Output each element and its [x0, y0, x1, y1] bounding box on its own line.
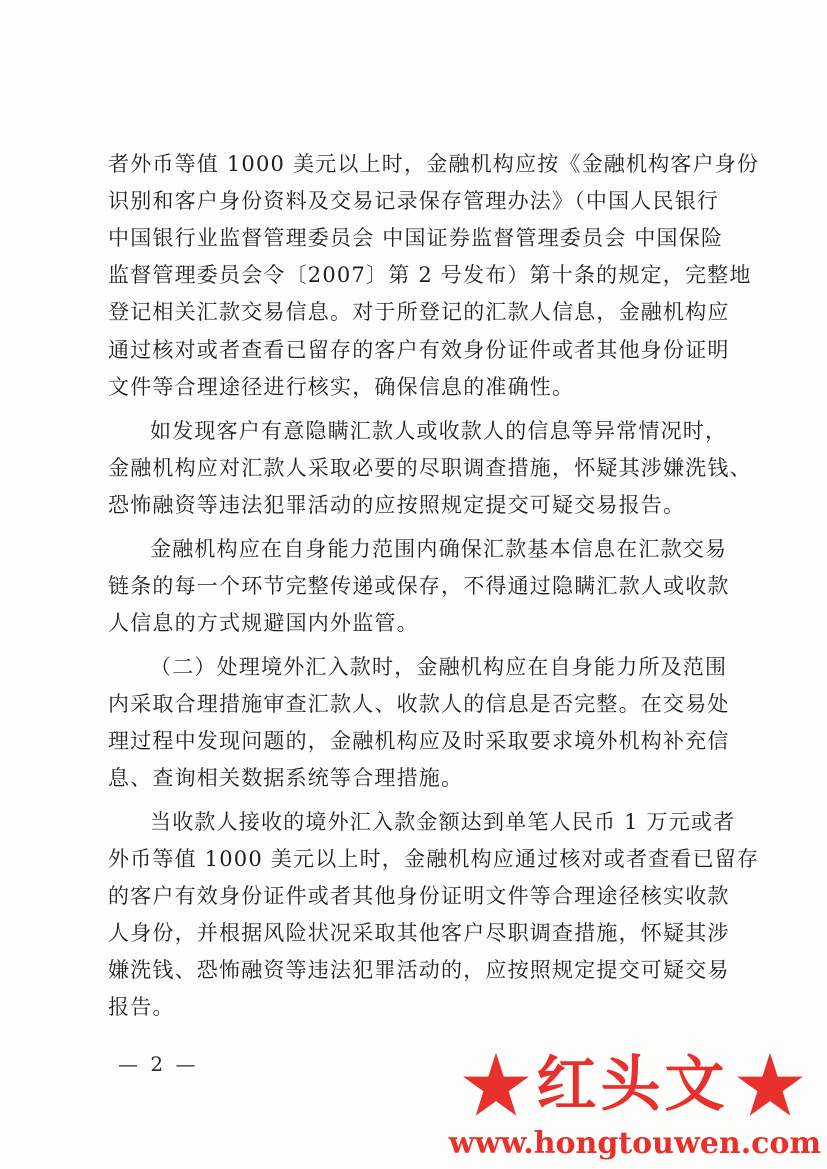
watermark-title [445, 1045, 820, 1125]
body-line-22: 嫌洗钱、恐怖融资等违法犯罪活动的，应按照规定提交可疑交易 [108, 958, 730, 982]
body-line-7: 文件等合理途径进行核实，确保信息的准确性。 [108, 375, 575, 399]
body-line-1: 者外币等值 1000 美元以上时，金融机构应按《金融机构客户身份 [108, 152, 760, 176]
body-line-8: 如发现客户有意隐瞒汇款人或收款人的信息等异常情况时， [150, 419, 728, 443]
body-line-12: 链条的每一个环节完整传递或保存，不得通过隐瞒汇款人或收款 [108, 574, 730, 598]
body-line-17: 息、查询相关数据系统等合理措施。 [108, 766, 464, 790]
watermark [445, 1045, 820, 1165]
body-line-15: 内采取合理措施审查汇款人、收款人的信息是否完整。在交易处 [108, 692, 730, 716]
body-line-4: 监督管理委员会令〔2007〕第 2 号发布）第十条的规定，完整地 [108, 263, 752, 287]
body-line-19: 外币等值 1000 美元以上时，金融机构应通过核对或者查看已留存 [108, 847, 760, 871]
star-icon [461, 1050, 531, 1120]
body-line-5: 登记相关汇款交易信息。对于所登记的汇款人信息，金融机构应 [108, 300, 730, 324]
page-number: — 2 — [118, 1052, 199, 1076]
body-line-6: 通过核对或者查看已留存的客户有效身份证件或者其他身份证明 [108, 338, 730, 362]
watermark-title-text: 红头文 [536, 1050, 729, 1120]
body-line-18: 当收款人接收的境外汇入款金额达到单笔人民币 1 万元或者 [150, 810, 736, 834]
star-icon [735, 1050, 805, 1120]
watermark-url[interactable]: www.hongtouwen.com [448, 1126, 822, 1161]
body-line-2: 识别和客户身份资料及交易记录保存管理办法》（中国人民银行 [108, 189, 720, 213]
body-line-14: （二）处理境外汇入款时，金融机构应在自身能力所及范围 [150, 655, 728, 679]
body-line-9: 金融机构应对汇款人采取必要的尽职调查措施，怀疑其涉嫌洗钱、 [108, 456, 752, 480]
body-line-11: 金融机构应在自身能力范围内确保汇款基本信息在汇款交易 [150, 537, 728, 561]
body-line-13: 人信息的方式规避国内外监管。 [108, 611, 419, 635]
body-line-20: 的客户有效身份证件或者其他身份证明文件等合理途径核实收款 [108, 884, 730, 908]
body-line-21: 人身份，并根据风险状况采取其他客户尽职调查措施，怀疑其涉 [108, 921, 730, 945]
body-line-10: 恐怖融资等违法犯罪活动的应按照规定提交可疑交易报告。 [108, 493, 686, 517]
body-line-23: 报告。 [108, 995, 175, 1019]
body-line-3: 中国银行业监督管理委员会 中国证券监督管理委员会 中国保险 [108, 226, 724, 250]
body-line-16: 理过程中发现问题的，金融机构应及时采取要求境外机构补充信 [108, 729, 730, 753]
